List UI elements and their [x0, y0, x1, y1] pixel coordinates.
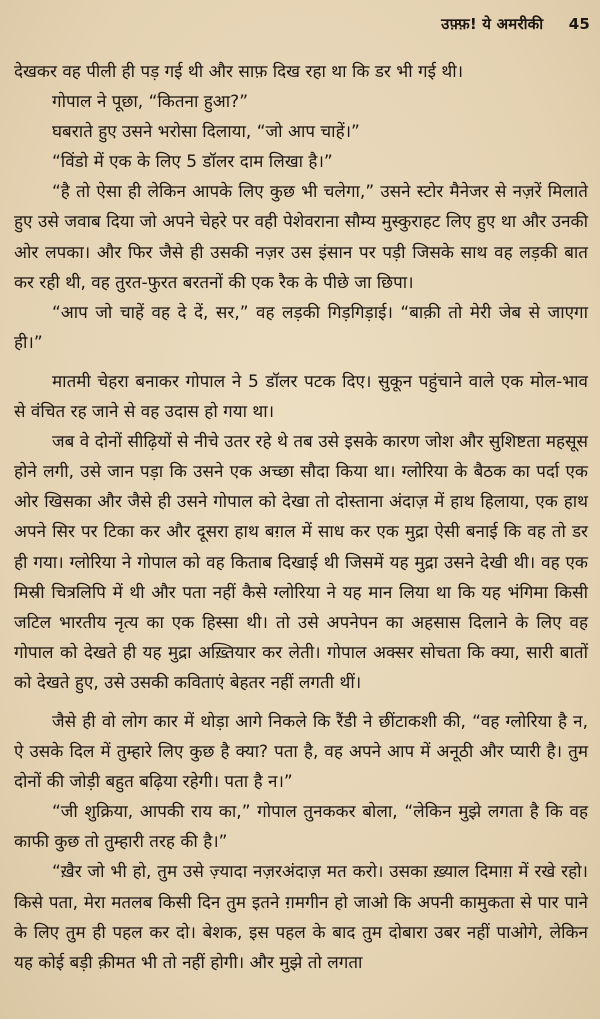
paragraph: देखकर वह पीली ही पड़ गई थी और साफ़ दिख रहा था कि डर भी गई थी। [14, 62, 464, 82]
paragraph: “है तो ऐसा ही लेकिन आपके लिए कुछ भी चलेगा,” उसने स्टोर मैनेजर से नज़रें मिलाते हुए उसे जवाब दिया जो अपने चेहरे पर वही पेशेवराना सौम्य मुस्कुराहट लिए हुए था और उनकी ओर लपका। और फिर जैसे ही उसकी नज़र उस इंसान पर पड़ी जिसके साथ वह लड़की बात कर रही थी, वह तुरत-फुरत बरतनों की एक रैक के पीछे जा छिपा। [14, 182, 588, 293]
paragraph: “ख़ैर जो भी हो, तुम उसे ज़्यादा नज़रअंदाज़ मत करो। उसका ख़्याल दिमाग़ में रखे रहो। किसे पता, मेरा मतलब किसी दिन तुम इतने ग़मगीन हो जाओ कि अपनी कामुकता से पार पाने के लिए तुम ही पहल कर दो। बेशक, इस पहल के बाद तुम दोबारा उबर नहीं पाओगे, लेकिन यह कोई बड़ी क़ीमत भी तो नहीं होगी। और मुझे तो लगता [14, 862, 588, 973]
paragraph: मातमी चेहरा बनाकर गोपाल ने 5 डॉलर पटक दिए। सुकून पहुंचाने वाले एक मोल-भाव से वंचित रह जाने से वह उदास हो गया था। [14, 371, 588, 423]
page-number: 45 [568, 15, 590, 33]
paragraph: घबराते हुए उसने भरोसा दिलाया, “जो आप चाहें।” [52, 122, 360, 143]
running-title: उफ़्फ़! ये अमरीकी [441, 15, 544, 33]
paragraph: गोपाल ने पूछा, “कितना हुआ?” [52, 92, 249, 113]
paragraph: “जी शुक्रिया, आपकी राय का,” गोपाल तुनककर बोला, “लेकिन मुझे लगता है कि वह काफी कुछ तो तुम्हारी तरह की है।” [14, 802, 588, 853]
page-body [14, 57, 588, 1019]
paragraph: “आप जो चाहें वह दे दें, सर,” वह लड़की गिड़गिड़ाई। “बाक़ी तो मेरी जेब से जाएगा ही।” [14, 302, 588, 353]
paragraph: जब वे दोनों सीढ़ियों से नीचे उतर रहे थे तब उसे इसके कारण जोश और सुशिष्टता महसूस होने लगी, उसे जान पड़ा कि उसने एक अच्छा सौदा किया था। ग्लोरिया के बैठक का पर्दा एक ओर खिसका और जैसे ही उसने गोपाल को देखा तो दोस्ताना अंदाज़ में हाथ हिलाया, एक हाथ अपने सिर पर टिका कर और दूसरा हाथ बग़ल में साध कर एक मुद्रा ऐसी बनाई कि वह तो डर ही गया। ग्लोरिया ने गोपाल को वह किताब दिखाई थी जिसमें यह मुद्रा उसने देखी थी। वह एक मिस्री चित्रलिपि में थी और पता नहीं कैसे ग्लोरिया ने यह मान लिया था कि यह भंगिमा किसी जटिल भारतीय नृत्य का एक हिस्सा थी। तो उसे अपनेपन का अहसास दिलाने के लिए वह गोपाल को देखते ही यह मुद्रा अख़्तियार कर लेती। गोपाल अक्सर सोचता कि क्या, सारी बातों को देखते हुए, उसे उसकी कविताएं बेहतर नहीं लगती थीं। [14, 432, 588, 693]
paragraph: “विंडो में एक के लिए 5 डॉलर दाम लिखा है।” [52, 152, 333, 173]
running-header [10, 14, 590, 38]
paragraph: जैसे ही वो लोग कार में थोड़ा आगे निकले कि रैंडी ने छींटाकशी की, “वह ग्लोरिया है न, ऐ उसके दिल में तुम्हारे लिए कुछ है क्या? पता है, वह अपने आप में अनूठी और प्यारी है। तुम दोनों की जोड़ी बहुत बढ़िया रहेगी। पता है न।” [14, 711, 588, 793]
